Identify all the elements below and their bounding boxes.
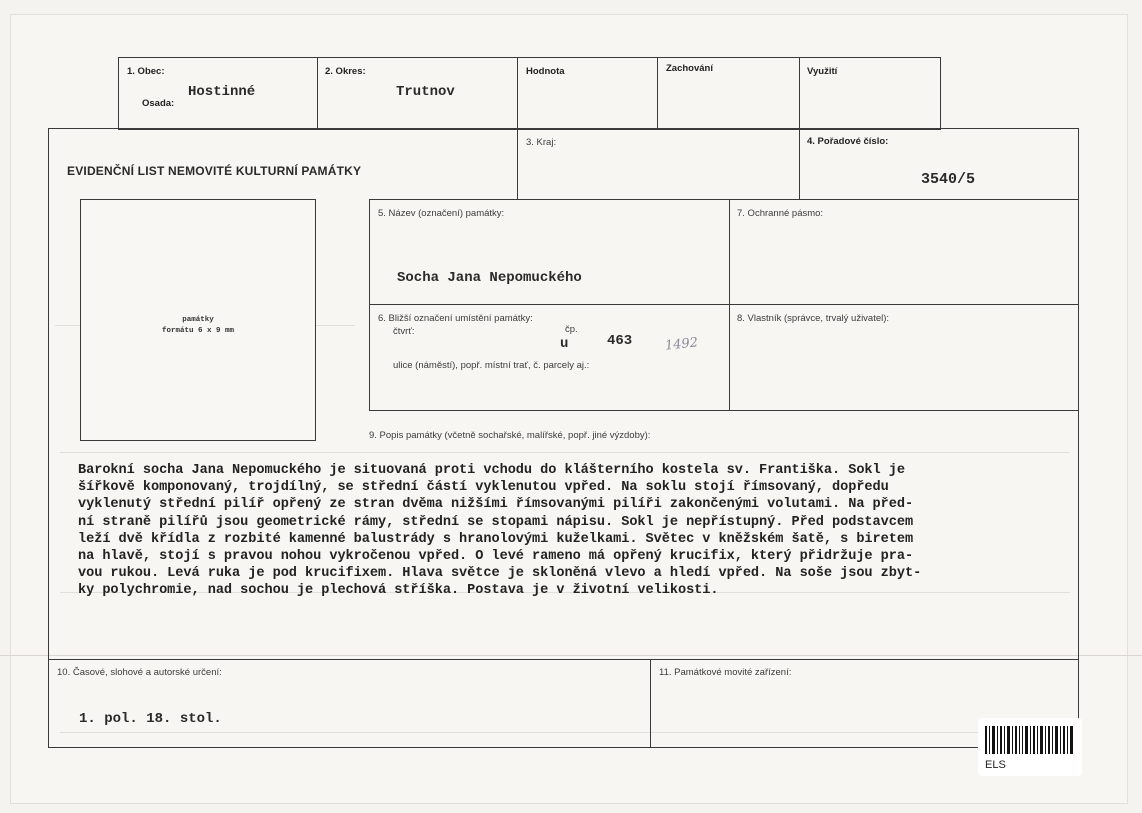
cp-label: čp. xyxy=(565,324,578,335)
divider xyxy=(369,410,1079,411)
divider xyxy=(517,128,518,199)
divider xyxy=(729,199,730,411)
popis-line: Barokní socha Jana Nepomuckého je situovaná proti vchodu do klášterního kostela sv. Františka. Sokl je xyxy=(78,463,905,478)
okres-value: Trutnov xyxy=(396,84,455,100)
photo-placeholder xyxy=(80,199,316,441)
osada-label: Osada: xyxy=(142,98,175,109)
popis-text xyxy=(78,462,1068,600)
movite-label: 11. Památkové movité zařízení: xyxy=(659,667,792,678)
casove-value: 1. pol. 18. stol. xyxy=(79,711,222,727)
divider xyxy=(657,57,658,130)
handwritten-number: 1492 xyxy=(664,335,699,354)
obec-label: 1. Obec: xyxy=(127,66,165,77)
ochranne-label: 7. Ochranné pásmo: xyxy=(737,208,824,219)
blizsi-label: 6. Bližší označení umístění památky: xyxy=(378,313,533,324)
popis-line: ní straně pilířů jsou geometrické rámy, střední se stopami nápisu. Sokl je nepřístupný. Před podstavcem xyxy=(78,514,914,530)
vyuziti-label: Využití xyxy=(807,66,838,77)
vlastnik-label: 8. Vlastník (správce, trvalý uživatel): xyxy=(737,313,890,324)
poradove-label: 4. Pořadové číslo: xyxy=(807,136,889,147)
nazev-label: 5. Název (označení) památky: xyxy=(378,208,505,219)
photo-caption-2: formátu 6 x 9 mm xyxy=(161,327,234,335)
zachovani-label: Zachování xyxy=(666,63,713,74)
popis-line: leží dvě křídla z rozbité kamenné balustrády s hranolovými kuželkami. Světec v kněžském šatě, s biretem xyxy=(78,531,914,547)
ctvrt-label: čtvrť: xyxy=(393,326,415,337)
barcode-label: ELS xyxy=(985,759,1006,771)
divider xyxy=(48,659,1079,660)
divider xyxy=(369,304,1079,305)
divider xyxy=(317,57,318,130)
barcode-sticker xyxy=(978,718,1082,776)
divider xyxy=(650,659,651,748)
popis-line: vou rukou. Levá ruka je pod krucifixem. Hlava světce je skloněná vlevo a hledí vpřed. Na soše jsou zbyt- xyxy=(78,566,922,582)
barcode-icon xyxy=(985,726,1075,754)
popis-line: na hlavě, stojí s pravou nohou vykročenou vpřed. O levé rameno má opřený krucifix, který přidržuje pra- xyxy=(78,549,914,565)
poradove-value: 3540/5 xyxy=(921,171,976,188)
okres-label: 2. Okres: xyxy=(325,66,366,77)
popis-label: 9. Popis památky (včetně sochařské, malířské, popř. jiné výzdoby): xyxy=(369,430,651,441)
popis-line: šířkově komponovaný, trojdílný, se střední částí vyklenutou vpřed. Na soklu stojí římsovaný, dopředu xyxy=(78,480,889,496)
nazev-value: Socha Jana Nepomuckého xyxy=(397,270,582,286)
popis-line: vyklenutý střední pilíř opřený ze stran dvěma nižšími římsovanými pilíři zakončenými volutami. Na před- xyxy=(78,497,914,513)
form-title: EVIDENČNÍ LIST NEMOVITÉ KULTURNÍ PAMÁTKY xyxy=(67,164,362,178)
obec-value: Hostinné xyxy=(188,84,256,100)
divider xyxy=(799,128,800,199)
hodnota-label: Hodnota xyxy=(526,66,565,77)
cp-prefix: u xyxy=(560,336,569,352)
divider xyxy=(799,57,800,130)
casove-label: 10. Časové, slohové a autorské určení: xyxy=(57,667,222,678)
ulice-label: ulice (náměstí), popř. místní trať, č. parcely aj.: xyxy=(393,360,590,371)
divider xyxy=(517,57,518,130)
divider xyxy=(369,199,370,411)
popis-line: ky polychromie, nad sochou je plechová stříška. Postava je v životní velikosti. xyxy=(78,583,719,599)
divider xyxy=(369,199,1079,200)
photo-caption-1: památky xyxy=(182,316,214,324)
cp-value: 463 xyxy=(607,333,633,349)
kraj-label: 3. Kraj: xyxy=(526,137,557,148)
